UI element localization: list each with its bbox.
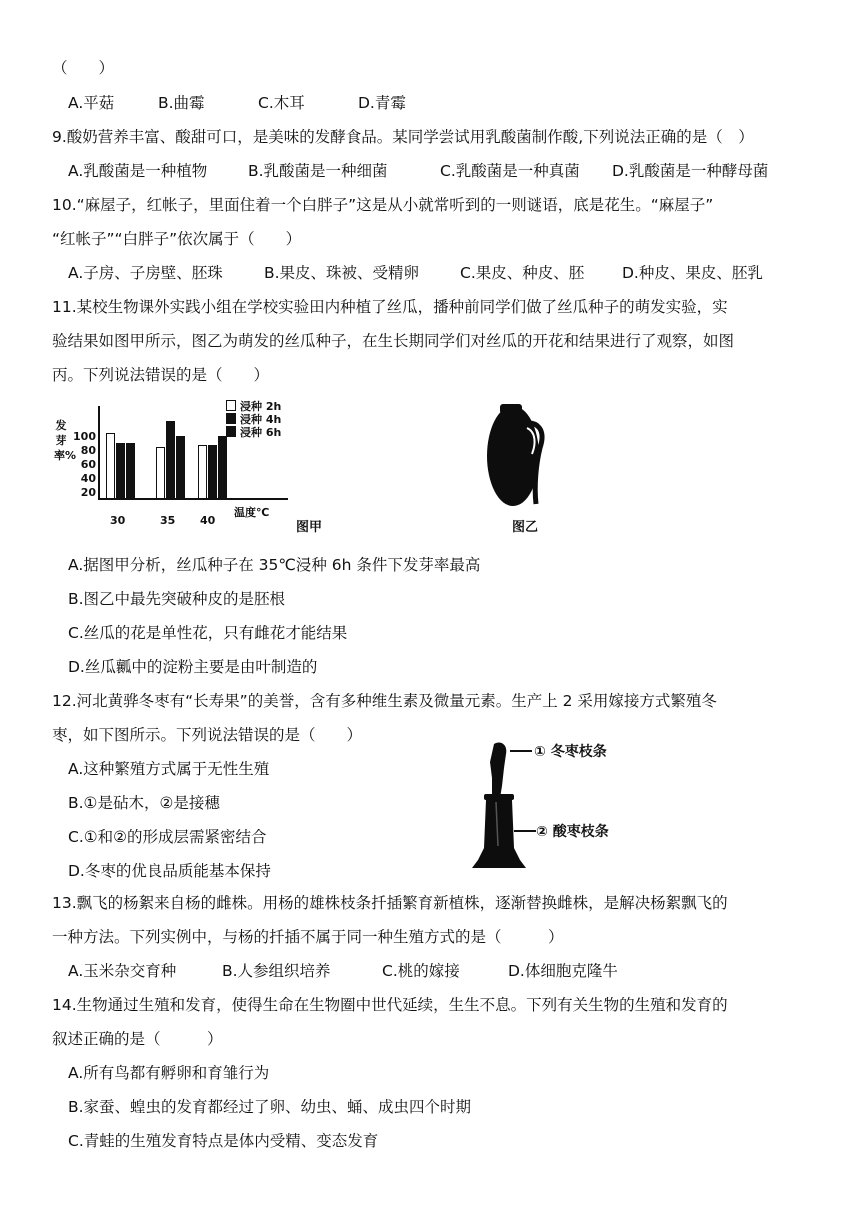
q12-option-d[interactable]: D.冬枣的优良品质能基本保持 <box>68 862 271 880</box>
legend-item-2h: 浸种 2h <box>226 400 281 413</box>
q8-option-a[interactable]: A.平菇 <box>68 94 115 112</box>
grafting-drawing <box>470 738 530 874</box>
q13-option-b[interactable]: B.人参组织培养 <box>222 962 331 980</box>
bar-40-浸种2h <box>198 445 207 499</box>
germinating-seed-drawing <box>480 398 570 518</box>
q9-stem: 9.酸奶营养丰富、酸甜可口，是美味的发酵食品。某同学尝试用乳酸菌制作酸,下列说法正确的是（ ） <box>52 128 754 146</box>
q9-option-c[interactable]: C.乳酸菌是一种真菌 <box>440 162 580 180</box>
q12-option-b[interactable]: B.①是砧木，②是接穗 <box>68 794 220 812</box>
chart-y-ticks <box>70 431 96 498</box>
q12-stem-line1: 12.河北黄骅冬枣有“长寿果”的美誉，含有多种维生素及微量元素。生产上 2 采用嫁接方式繁殖冬 <box>52 692 717 710</box>
grafting-figure <box>470 738 630 874</box>
q10-option-c[interactable]: C.果皮、种皮、胚 <box>460 264 585 282</box>
figure-a-chart <box>52 398 352 543</box>
x-tick: 35 <box>160 514 176 527</box>
q11-option-d[interactable]: D.丝瓜瓤中的淀粉主要是由叶制造的 <box>68 658 318 676</box>
label2-leader <box>514 830 536 832</box>
q10-option-d[interactable]: D.种皮、果皮、胚乳 <box>622 264 763 282</box>
q14-stem-line2: 叙述正确的是（ ） <box>52 1030 223 1048</box>
q14-stem-line1: 14.生物通过生殖和发育，使得生命在生物圈中世代延续，生生不息。下列有关生物的生殖和发育的 <box>52 996 728 1014</box>
q10-option-b[interactable]: B.果皮、珠被、受精卵 <box>264 264 420 282</box>
q10-option-a[interactable]: A.子房、子房壁、胚珠 <box>68 264 223 282</box>
q13-stem-line2: 一种方法。下列实例中，与杨的扦插不属于同一种生殖方式的是（ ） <box>52 928 564 946</box>
q13-options <box>68 960 618 982</box>
legend-item-4h: 浸种 4h <box>226 413 281 426</box>
q11-stem-line3: 丙。下列说法错误的是（ ） <box>52 366 270 384</box>
q11-option-b[interactable]: B.图乙中最先突破种皮的是胚根 <box>68 590 286 608</box>
x-tick: 30 <box>110 514 126 527</box>
stock-label: ② 酸枣枝条 <box>536 824 609 840</box>
q14-option-c[interactable]: C.青蛙的生殖发育特点是体内受精、变态发育 <box>68 1132 379 1150</box>
q11-option-a[interactable]: A.据图甲分析，丝瓜种子在 35℃浸种 6h 条件下发芽率最高 <box>68 556 481 574</box>
chart-x-label: 温度℃ <box>234 506 270 519</box>
q10-stem-line2: “红帐子”“白胖子”依次属于（ ） <box>52 230 302 248</box>
q13-option-d[interactable]: D.体细胞克隆牛 <box>508 962 618 980</box>
q13-option-a[interactable]: A.玉米杂交育种 <box>68 962 177 980</box>
chart-legend <box>226 400 281 439</box>
q11-option-c[interactable]: C.丝瓜的花是单性花，只有雌花才能结果 <box>68 624 348 642</box>
figure-b-seed-image <box>480 398 570 543</box>
q11-stem-line2: 验结果如图甲所示，图乙为萌发的丝瓜种子，在生长期同学们对丝瓜的开花和结果进行了观察，如图 <box>52 332 735 350</box>
chart-y-label: 发芽率% <box>54 419 77 462</box>
bar-30-浸种4h <box>116 443 125 499</box>
bar-40-浸种4h <box>208 445 217 499</box>
q14-option-a[interactable]: A.所有鸟都有孵卵和育雏行为 <box>68 1064 270 1082</box>
bar-35-浸种2h <box>156 447 165 499</box>
q8-option-c[interactable]: C.木耳 <box>258 94 305 112</box>
label1-leader <box>510 750 532 752</box>
q12-option-a[interactable]: A.这种繁殖方式属于无性生殖 <box>68 760 270 778</box>
q14-option-b[interactable]: B.家蚕、蝗虫的发育都经过了卵、幼虫、蛹、成虫四个时期 <box>68 1098 472 1116</box>
q8-options <box>68 92 406 114</box>
y-tick: 60 <box>80 458 96 471</box>
q8-option-b[interactable]: B.曲霉 <box>158 94 205 112</box>
bar-35-浸种4h <box>166 421 175 499</box>
q12-option-c[interactable]: C.①和②的形成层需紧密结合 <box>68 828 267 846</box>
y-tick: 40 <box>80 472 96 485</box>
q12-stem-line2: 枣，如下图所示。下列说法错误的是（ ） <box>52 726 363 744</box>
y-tick: 20 <box>80 486 96 499</box>
q9-option-a[interactable]: A.乳酸菌是一种植物 <box>68 162 208 180</box>
legend-item-6h: 浸种 6h <box>226 426 281 439</box>
bar-30-浸种6h <box>126 443 135 499</box>
q9-option-d[interactable]: D.乳酸菌是一种酵母菌 <box>612 162 769 180</box>
q8-option-d[interactable]: D.青霉 <box>358 94 406 112</box>
figure-a-caption: 图甲 <box>296 520 323 535</box>
q11-stem-line1: 11.某校生物课外实践小组在学校实验田内种植了丝瓜，播种前同学们做了丝瓜种子的萌发实验，实 <box>52 298 728 316</box>
bar-30-浸种2h <box>106 433 115 499</box>
q9-option-b[interactable]: B.乳酸菌是一种细菌 <box>248 162 388 180</box>
q9-options <box>68 160 768 182</box>
q13-stem-line1: 13.飘飞的杨絮来自杨的雌株。用杨的雄株枝条扦插繁育新植株，逐渐替换雌株，是解决杨絮飘飞的 <box>52 894 728 912</box>
figure-b-caption: 图乙 <box>512 520 539 535</box>
q8-answer-bracket: （ ） <box>52 59 115 77</box>
y-tick: 80 <box>80 444 96 457</box>
bar-35-浸种6h <box>176 436 185 499</box>
bar-40-浸种6h <box>218 436 227 499</box>
q10-stem-line1: 10.“麻屋子，红帐子，里面住着一个白胖子”这是从小就常听到的一则谜语，底是花生。“麻屋子” <box>52 196 714 214</box>
q13-option-c[interactable]: C.桃的嫁接 <box>382 962 460 980</box>
q10-options <box>68 262 763 284</box>
y-tick: 100 <box>73 430 96 443</box>
x-tick: 40 <box>200 514 216 527</box>
scion-label: ① 冬枣枝条 <box>534 744 607 760</box>
